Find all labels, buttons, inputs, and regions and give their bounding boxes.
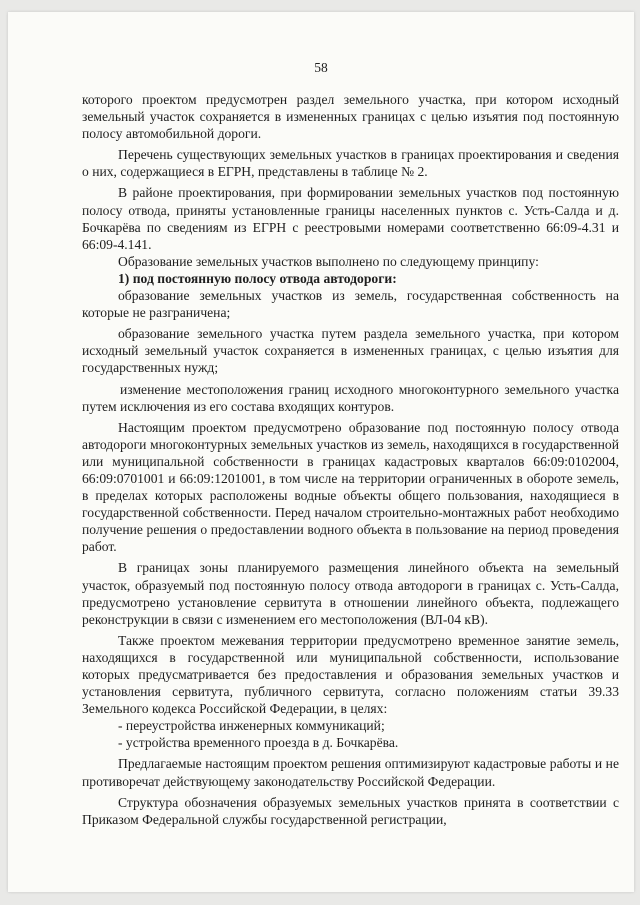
paragraph-formation-principle: Образование земельных участков выполнено по следующему принципу: xyxy=(118,253,539,269)
paragraph-servitude: В границах зоны планируемого размещения линейного объекта на земельный участок, образуемый под постоянную полосу отвода автодороги в границах с. Усть-Салда, предусмотрено установление сервитута в отношении линейного объекта, подлежащего реконструкции в связи с изменением его местоположения (ВЛ-04 кВ). xyxy=(82,560,619,627)
list-item-temporary-passage: - устройства временного проезда в д. Бочкарёва. xyxy=(118,735,399,751)
paragraph-settlement-boundaries: В районе проектирования, при формировании земельных участков под постоянную полосу отвода, приняты установленные границы населенных пунктов с. Усть-Салда и д. Бочкарёва по сведениям из ЕГРН с реестровыми номерами соответственно 66:09-4.31 и 66:09-4.141. xyxy=(82,185,619,252)
paragraph-continuation: которого проектом предусмотрен раздел земельного участка, при котором исходный земельный участок сохраняется в измененных границах с целью изъятия под постоянную полосу автомобильной дороги. xyxy=(82,92,619,142)
paragraph-formation-item-2: образование земельного участка путем раздела земельного участка, при котором исходный земельный участок сохраняется в измененных границах, с целью изъятия для государственных нужд; xyxy=(82,326,619,376)
heading-permanent-strip: 1) под постоянную полосу отвода автодороги: xyxy=(118,270,397,286)
paragraph-optimization: Предлагаемые настоящим проектом решения оптимизируют кадастровые работы и не противоречат действующему законодательству Российской Федерации. xyxy=(82,756,619,789)
page-body xyxy=(82,91,619,828)
paragraph-multicontour-parcels: Настоящим проектом предусмотрено образование под постоянную полосу отвода автодороги многоконтурных земельных участков из земель, находящихся в государственной или муниципальной собственности в границах кадастровых кварталов 66:09:0102004, 66:09:0701001 и 66:09:1201001, в том числе на территории ограниченных в обороте земель, в пределах которых расположены водные объекты общего пользования, находящиеся в государственной собственности. Перед началом строительно-монтажных работ необходимо получение решения о предоставлении водного объекта в пользование на период проведения работ. xyxy=(82,419,619,555)
paragraph-temporary-occupation: Также проектом межевания территории предусмотрено временное занятие земель, находящихся в государственной или муниципальной собственности, использование которых предусматривается без предоставления и образования земельных участков и установления сервитута, публичного сервитута, согласно положениям статьи 39.33 Земельного кодекса Российской Федерации, в целях: xyxy=(82,632,619,717)
paragraph-formation-item-1: образование земельных участков из земель, государственная собственность на которые не разграничена; xyxy=(82,288,619,321)
paragraph-designation-structure: Структура обозначения образуемых земельных участков принята в соответствии с Приказом Федеральной службы государственной регистрации, xyxy=(82,794,619,827)
page-number: 58 xyxy=(314,60,328,75)
paragraph-parcel-list: Перечень существующих земельных участков в границах проектирования и сведения о них, содержащиеся в ЕГРН, представлены в таблице № 2. xyxy=(82,147,619,180)
list-item-utilities: - переустройства инженерных коммуникаций; xyxy=(118,718,385,734)
document-page xyxy=(8,12,634,892)
paragraph-formation-item-3: изменение местоположения границ исходного многоконтурного земельного участка путем исключения из его состава входящих контуров. xyxy=(82,381,619,414)
